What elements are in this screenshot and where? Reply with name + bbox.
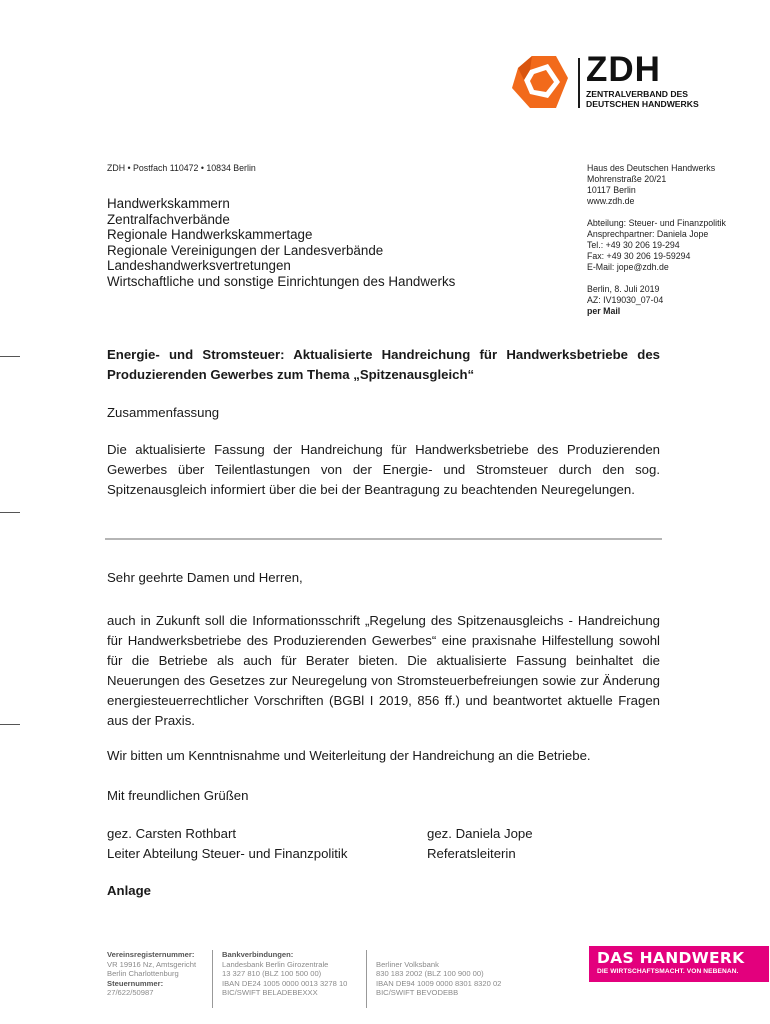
logo-separator (578, 58, 580, 108)
recipient: Regionale Handwerkskammertage (107, 227, 313, 243)
signer-title: Referatsleiterin (427, 846, 516, 861)
letter-date: Berlin, 8. Juli 2019 (587, 284, 660, 294)
recipient: Landeshandwerksvertretungen (107, 258, 291, 274)
fold-mark (0, 356, 20, 357)
recipient: Zentralfachverbände (107, 211, 230, 227)
fold-mark (0, 724, 20, 725)
email-link[interactable]: E-Mail: jope@zdh.de (587, 262, 669, 272)
letter-subject: Energie- und Stromsteuer: Aktualisierte Handreichung für Handwerksbetriebe des Produzierenden Gewerbes zum Thema „Spitzenausgleich“ (107, 347, 660, 382)
website-link[interactable]: www.zdh.de (587, 196, 635, 206)
zdh-logo-icon (510, 54, 570, 110)
signature-left (107, 824, 347, 864)
signature-right (427, 824, 533, 864)
recipient: Wirtschaftliche und sonstige Einrichtungen des Handwerks (107, 273, 456, 289)
divider (105, 538, 662, 540)
logo-wordmark: ZDH (586, 50, 661, 89)
signer-title: Leiter Abteilung Steuer- und Finanzpolitik (107, 846, 348, 861)
signer-name: gez. Carsten Rothbart (107, 826, 237, 841)
sender-line: ZDH • Postfach 110472 • 10834 Berlin (107, 163, 256, 173)
footer-separator (366, 950, 367, 1008)
footer-separator (212, 950, 213, 1008)
date-block (587, 284, 663, 317)
body-paragraph: auch in Zukunft soll die Informationsschrift „Regelung des Spitzenausgleichs - Handreichung für Handwerksbetriebe des Produzierenden Gewerbes“ eine praxisnahe Hilfestellung sowohl für die Betriebe als auch für Berater bieten. Die aktualisierte Fassung beinhaltet die Neuerungen des Gesetzes zur Neuregelung von Stromsteuerbefreiungen sowie zur Änderung energiesteuerrechtlicher Vorschriften (BGBl I 2019, 856 ff.) und beantwortet aktuelle Fragen aus der Praxis. (107, 613, 660, 728)
recipient: Handwerkskammern (107, 196, 230, 211)
closing: Mit freundlichen Grüßen (107, 788, 249, 803)
contact-block: Abteilung: Steuer- und Finanzpolitik Ansprechpartner: Daniela Jope Tel.: +49 30 206 19-294 Fax: +49 30 206 19-59294 E-Mail: jope@zdh.de (587, 218, 726, 272)
logo-subtitle: ZENTRALVERBAND DES DEUTSCHEN HANDWERKS (586, 89, 699, 109)
attachment-label: Anlage (107, 883, 151, 898)
delivery-method: per Mail (587, 306, 621, 316)
request-paragraph: Wir bitten um Kenntnisnahme und Weiterleitung der Handreichung an die Betriebe. (107, 748, 591, 763)
recipient-list (107, 196, 455, 290)
recipient: Regionale Vereinigungen der Landesverbände (107, 242, 384, 258)
summary-heading: Zusammenfassung (107, 405, 220, 420)
org-address: Haus des Deutschen Handwerks Mohrenstraße 20/21 10117 Berlin www.zdh.de (587, 163, 716, 206)
salutation: Sehr geehrte Damen und Herren, (107, 570, 303, 585)
reference-number: AZ: IV19030_07-04 (587, 295, 664, 305)
das-handwerk-badge (589, 946, 769, 982)
footer-register: Vereinsregisternummer: VR 19916 Nz, Amtsgericht Berlin Charlottenburg Steuernummer: 27/622/50987 (107, 950, 197, 998)
footer-bank-1: Bankverbindungen: Landesbank Berlin Girozentrale 13 327 810 (BLZ 100 500 00) IBAN DE24 1005 0000 0013 3278 10 BIC/SWIFT BELADEBEXXX (222, 950, 348, 998)
footer-bank-2: Berliner Volksbank 830 183 2002 (BLZ 100 900 00) IBAN DE94 1009 0000 8301 8320 02 BIC/SWIFT BEVODEBB (376, 959, 502, 998)
summary-text: Die aktualisierte Fassung der Handreichung für Handwerksbetriebe des Produzierenden Gewerbes über Teilentlastungen von der Energie- und Stromsteuer durch den sog. Spitzenausgleich informiert über die bei der Beantragung zu beachtenden Neuregelungen. (107, 442, 660, 497)
punch-mark (0, 512, 20, 513)
badge-title: DAS HANDWERK (597, 949, 745, 967)
badge-subtitle: DIE WIRTSCHAFTSMACHT. VON NEBENAN. (597, 968, 739, 975)
signer-name: gez. Daniela Jope (427, 826, 533, 841)
